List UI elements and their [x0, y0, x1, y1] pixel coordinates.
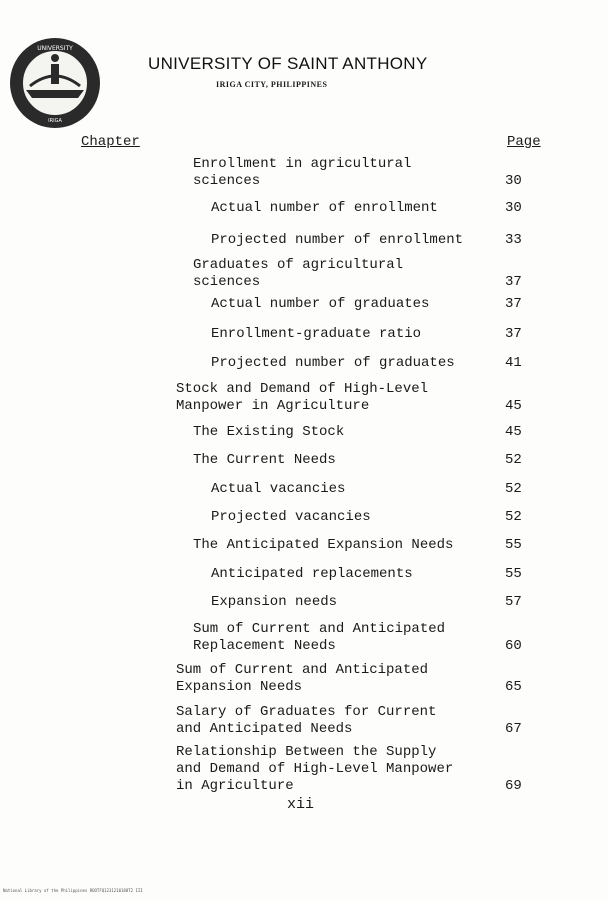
university-name: UNIVERSITY OF SAINT ANTHONY — [148, 54, 428, 73]
toc-entry-page: 45 — [505, 398, 522, 414]
toc-entry-page: 69 — [505, 778, 522, 794]
toc-entry-page: 52 — [505, 509, 522, 525]
toc-entry-page: 55 — [505, 537, 522, 553]
library-footer: National Library of the Philippines ROOTFQ1231210188T2 III — [3, 888, 143, 893]
page-column-header: Page — [507, 134, 541, 150]
toc-entry — [193, 621, 535, 655]
toc-entry-title: Sum of Current and Anticipated Expansion Needs — [176, 662, 429, 695]
toc-entry — [193, 452, 535, 469]
toc-entry-title: Relationship Between the Supply and Demand of High-Level Manpower in Agriculture — [176, 744, 454, 794]
toc-entry-page: 33 — [505, 232, 522, 248]
toc-entry-page: 37 — [505, 296, 522, 312]
toc-entry-title: Anticipated replacements — [211, 566, 413, 582]
toc-entry-title: Actual number of enrollment — [211, 200, 438, 216]
toc-entry — [211, 509, 535, 526]
chapter-column-header: Chapter — [81, 134, 140, 150]
svg-text:IRIGA: IRIGA — [48, 118, 62, 124]
toc-entry-title: Projected number of graduates — [211, 355, 455, 371]
toc-entry — [193, 156, 535, 190]
toc-entry-title: The Anticipated Expansion Needs — [193, 537, 454, 553]
toc-entry — [211, 566, 535, 583]
toc-entry — [176, 744, 535, 795]
toc-entry — [193, 257, 535, 291]
toc-entry-title: Stock and Demand of High-Level Manpower in Agriculture — [176, 381, 429, 414]
toc-entry-title: The Existing Stock — [193, 424, 345, 440]
toc-entry-page: 41 — [505, 355, 522, 371]
toc-entry — [211, 594, 535, 611]
toc-entry — [211, 200, 535, 217]
toc-entry — [211, 296, 535, 313]
toc-entry-title: Sum of Current and Anticipated Replacement Needs — [193, 621, 446, 654]
toc-entry-page: 65 — [505, 679, 522, 695]
toc-entry-page: 37 — [505, 274, 522, 290]
toc-entry — [211, 326, 535, 343]
toc-entry-title: Expansion needs — [211, 594, 338, 610]
university-seal-icon — [8, 36, 102, 130]
toc-entry — [211, 355, 535, 372]
toc-entry-title: Projected vacancies — [211, 509, 371, 525]
toc-entry — [176, 704, 535, 738]
toc-entry-title: The Current Needs — [193, 452, 336, 468]
page-number: xii — [287, 796, 315, 813]
toc-entry-title: Enrollment-graduate ratio — [211, 326, 422, 342]
toc-entry-page: 55 — [505, 566, 522, 582]
university-address: IRIGA CITY, PHILIPPINES — [216, 80, 328, 89]
toc-entry-page: 67 — [505, 721, 522, 737]
toc-entry-page: 30 — [505, 200, 522, 216]
toc-entry-title: Enrollment in agricultural sciences — [193, 156, 412, 189]
toc-entry — [176, 662, 535, 696]
toc-entry-page: 30 — [505, 173, 522, 189]
toc-entry-page: 52 — [505, 481, 522, 497]
toc-entry-title: Actual vacancies — [211, 481, 346, 497]
toc-entry-title: Graduates of agricultural sciences — [193, 257, 404, 290]
toc-entry-page: 60 — [505, 638, 522, 654]
svg-text:UNIVERSITY: UNIVERSITY — [37, 45, 73, 52]
toc-entry — [176, 381, 535, 415]
toc-entry — [193, 424, 535, 441]
toc-entry — [193, 537, 535, 554]
toc-entry-page: 52 — [505, 452, 522, 468]
toc-entry-page: 57 — [505, 594, 522, 610]
toc-entry-title: Actual number of graduates — [211, 296, 430, 312]
toc-entry — [211, 481, 535, 498]
toc-entry-page: 37 — [505, 326, 522, 342]
toc-entry-page: 45 — [505, 424, 522, 440]
toc-entry-title: Projected number of enrollment — [211, 232, 464, 248]
toc-entry — [211, 232, 535, 249]
toc-entry-title: Salary of Graduates for Current and Anticipated Needs — [176, 704, 437, 737]
